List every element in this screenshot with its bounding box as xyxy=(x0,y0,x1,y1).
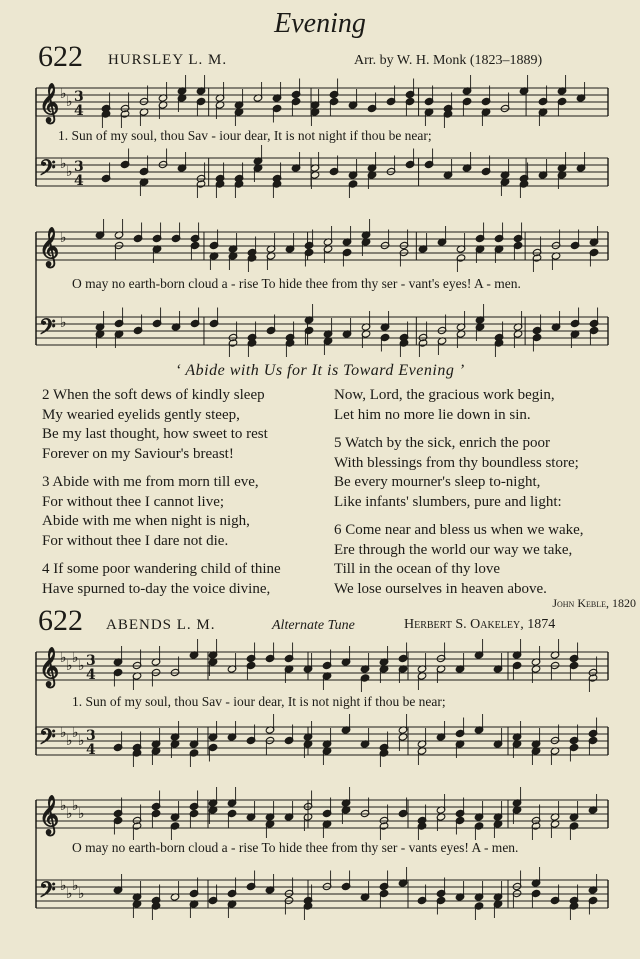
verse-line: Forever on my Saviour's breast! xyxy=(42,445,234,462)
flat-sign-icon: ♭ xyxy=(60,725,67,741)
hymn-subtitle: ‘ Abide with Us for It is Toward Evening ’ xyxy=(175,362,465,379)
verse-line: Abide with me when night is nigh, xyxy=(42,513,250,529)
verse-line: We lose ourselves in heaven above. xyxy=(334,580,547,597)
flat-sign-icon: ♭ xyxy=(78,886,85,902)
flat-sign-icon: ♭ xyxy=(66,806,73,822)
flat-sign-icon: ♭ xyxy=(66,658,73,674)
page-title: Evening xyxy=(274,8,366,39)
treble-clef-icon: 𝄞 xyxy=(39,795,60,835)
time-signature: 3 xyxy=(86,728,96,744)
time-signature: 3 xyxy=(74,159,84,175)
time-signature: 3 xyxy=(86,653,96,669)
flat-sign-icon: ♭ xyxy=(60,156,67,172)
flat-sign-icon: ♭ xyxy=(66,94,73,110)
flat-sign-icon: ♭ xyxy=(66,886,73,902)
alternate-tune-label: Alternate Tune xyxy=(272,618,355,633)
flat-sign-icon: ♭ xyxy=(66,164,73,180)
flat-sign-icon: ♭ xyxy=(72,650,79,666)
verse-line: My wearied eyelids gently steep, xyxy=(42,406,240,423)
time-signature: 4 xyxy=(86,667,96,683)
flat-sign-icon: ♭ xyxy=(60,86,67,102)
hymn-number: 622 xyxy=(38,40,83,73)
flat-sign-icon: ♭ xyxy=(60,650,67,666)
verse-line: For without thee I cannot live; xyxy=(42,493,225,510)
verse-line: For without thee I dare not die. xyxy=(42,532,229,549)
flat-sign-icon: ♭ xyxy=(60,230,67,246)
verses-right-column xyxy=(334,386,584,599)
flat-sign-icon: ♭ xyxy=(78,733,85,749)
author-credit: John Keble, 1820 xyxy=(552,596,636,610)
flat-sign-icon: ♭ xyxy=(60,798,67,814)
verse-line: 6 Come near and bless us when we wake, xyxy=(334,522,584,538)
verse-line: Till in the ocean of thy love xyxy=(334,561,501,577)
flat-sign-icon: ♭ xyxy=(66,733,73,749)
verse-line: Have spurned to-day the voice divine, xyxy=(42,580,271,597)
time-signature: 4 xyxy=(86,742,96,758)
treble-clef-icon: 𝄞 xyxy=(39,83,60,123)
treble-clef-icon: 𝄞 xyxy=(39,227,60,267)
bass-clef-icon: 𝄢 xyxy=(39,878,56,908)
verse-line: Now, Lord, the gracious work begin, xyxy=(334,387,555,403)
flat-sign-icon: ♭ xyxy=(78,806,85,822)
time-signature: 4 xyxy=(74,103,84,119)
composer-credit: Arr. by W. H. Monk (1823–1889) xyxy=(354,53,543,68)
time-signature: 3 xyxy=(74,89,84,105)
flat-sign-icon: ♭ xyxy=(72,725,79,741)
verse-line: 5 Watch by the sick, enrich the poor xyxy=(334,435,550,451)
lyric-line: O may no earth-born cloud a - rise To hide thee from thy ser - vants eyes! A - men. xyxy=(72,840,519,855)
lyric-line: 1. Sun of my soul, thou Sav - iour dear, It is not night if thou be near; xyxy=(58,128,432,143)
bass-clef-icon: 𝄢 xyxy=(39,725,56,755)
tune-name: HURSLEY L. M. xyxy=(108,52,228,68)
bass-clef-icon: 𝄢 xyxy=(39,156,56,186)
verse-line: 4 If some poor wandering child of thine xyxy=(42,561,281,577)
tune-name: ABENDS L. M. xyxy=(106,617,216,633)
verse-line: Like infants' slumbers, pure and light: xyxy=(334,493,562,510)
verse-line: Let him no more lie down in sin. xyxy=(334,406,531,423)
lyric-line: 1. Sun of my soul, thou Sav - iour dear, It is not night if thou be near; xyxy=(72,694,446,709)
flat-sign-icon: ♭ xyxy=(72,878,79,894)
bass-clef-icon: 𝄢 xyxy=(39,315,56,345)
treble-clef-icon: 𝄞 xyxy=(39,647,60,687)
flat-sign-icon: ♭ xyxy=(60,878,67,894)
verse-line: 2 When the soft dews of kindly sleep xyxy=(42,387,265,403)
verse-line: 3 Abide with me from morn till eve, xyxy=(42,474,259,490)
flat-sign-icon: ♭ xyxy=(60,315,67,331)
hymn-number: 622 xyxy=(38,604,83,637)
flat-sign-icon: ♭ xyxy=(72,798,79,814)
lyric-line: O may no earth-born cloud a - rise To hide thee from thy ser - vant's eyes! A - men. xyxy=(72,276,521,291)
time-signature: 4 xyxy=(74,173,84,189)
verses-left-column xyxy=(42,386,281,599)
verse-line: Ere through the world our way we take, xyxy=(334,541,573,558)
composer-credit: Herbert S. Oakeley, 1874 xyxy=(404,617,556,632)
flat-sign-icon: ♭ xyxy=(78,658,85,674)
verse-line: With blessings from thy boundless store; xyxy=(334,454,579,471)
verse-line: Be every mourner's sleep to-night, xyxy=(334,474,541,490)
verse-line: Be my last thought, how sweet to rest xyxy=(42,426,268,442)
